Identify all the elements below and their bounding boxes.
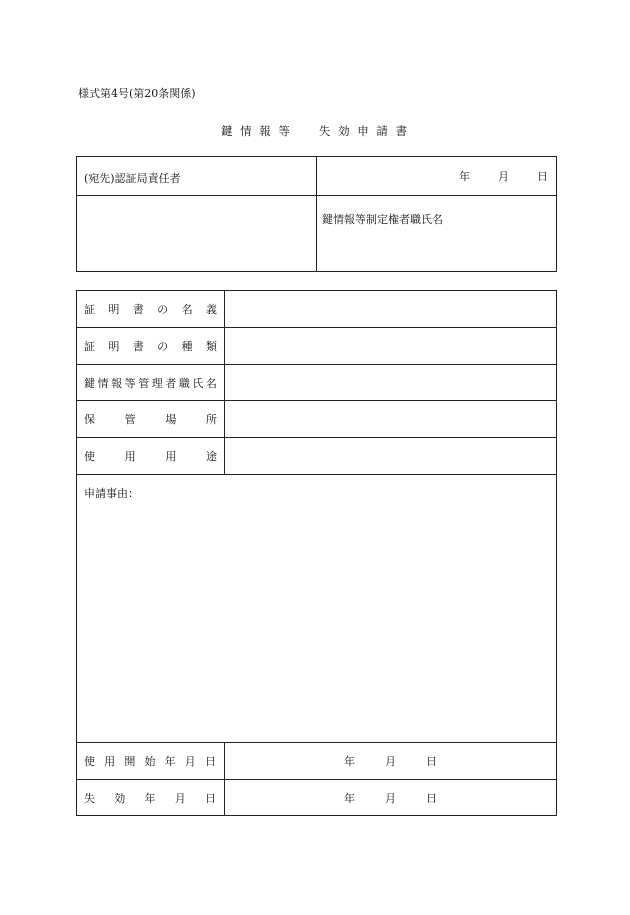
field-row-storage-location[interactable] (77, 401, 556, 438)
usage-purpose-label: 使 用 用 途 (84, 450, 217, 463)
day-label: 日 (426, 792, 437, 805)
year-label: 年 (344, 792, 355, 805)
reason-row[interactable] (77, 475, 556, 743)
field-row-certificate-name[interactable] (77, 291, 556, 328)
key-manager-label: 鍵 情 報 等 管 理 者 職 氏 名 (84, 376, 217, 390)
usage-start-date-value[interactable] (225, 753, 556, 769)
day-label: 日 (537, 170, 548, 183)
field-row-key-manager[interactable] (77, 365, 556, 401)
field-row-usage-purpose[interactable] (77, 438, 556, 475)
month-label: 月 (385, 755, 396, 768)
month-label: 月 (385, 792, 396, 805)
details-table (76, 290, 557, 816)
label-column-divider (224, 291, 225, 475)
year-label: 年 (459, 170, 470, 183)
field-row-certificate-type[interactable] (77, 328, 556, 365)
revocation-date-value[interactable] (225, 790, 556, 806)
month-label: 月 (498, 170, 509, 183)
date-row-usage-start[interactable] (77, 743, 556, 780)
reason-label: 申請事由： (84, 487, 139, 500)
storage-location-label: 保 管 場 所 (84, 413, 217, 426)
applicant-name-label: 鍵情報等制定権者職氏名 (322, 213, 443, 226)
addressee-table (76, 156, 557, 272)
year-label: 年 (344, 755, 355, 768)
addressee-label: (宛先)認証局責任者 (84, 172, 181, 185)
column-divider (316, 157, 317, 271)
document-title: 鍵 情 報 等 失 効 申 請 書 (220, 124, 410, 138)
form-reference: 様式第4号(第20条関係) (78, 87, 196, 100)
revocation-date-label: 失 効 年 月 日 (84, 792, 216, 805)
certificate-name-label: 証 明 書 の 名 義 (84, 303, 217, 316)
certificate-type-label: 証 明 書 の 種 類 (84, 340, 217, 353)
submission-date[interactable] (459, 168, 548, 184)
usage-start-date-label: 使 用 開 始 年 月 日 (84, 755, 216, 768)
date-row-revocation[interactable] (77, 780, 556, 816)
day-label: 日 (426, 755, 437, 768)
